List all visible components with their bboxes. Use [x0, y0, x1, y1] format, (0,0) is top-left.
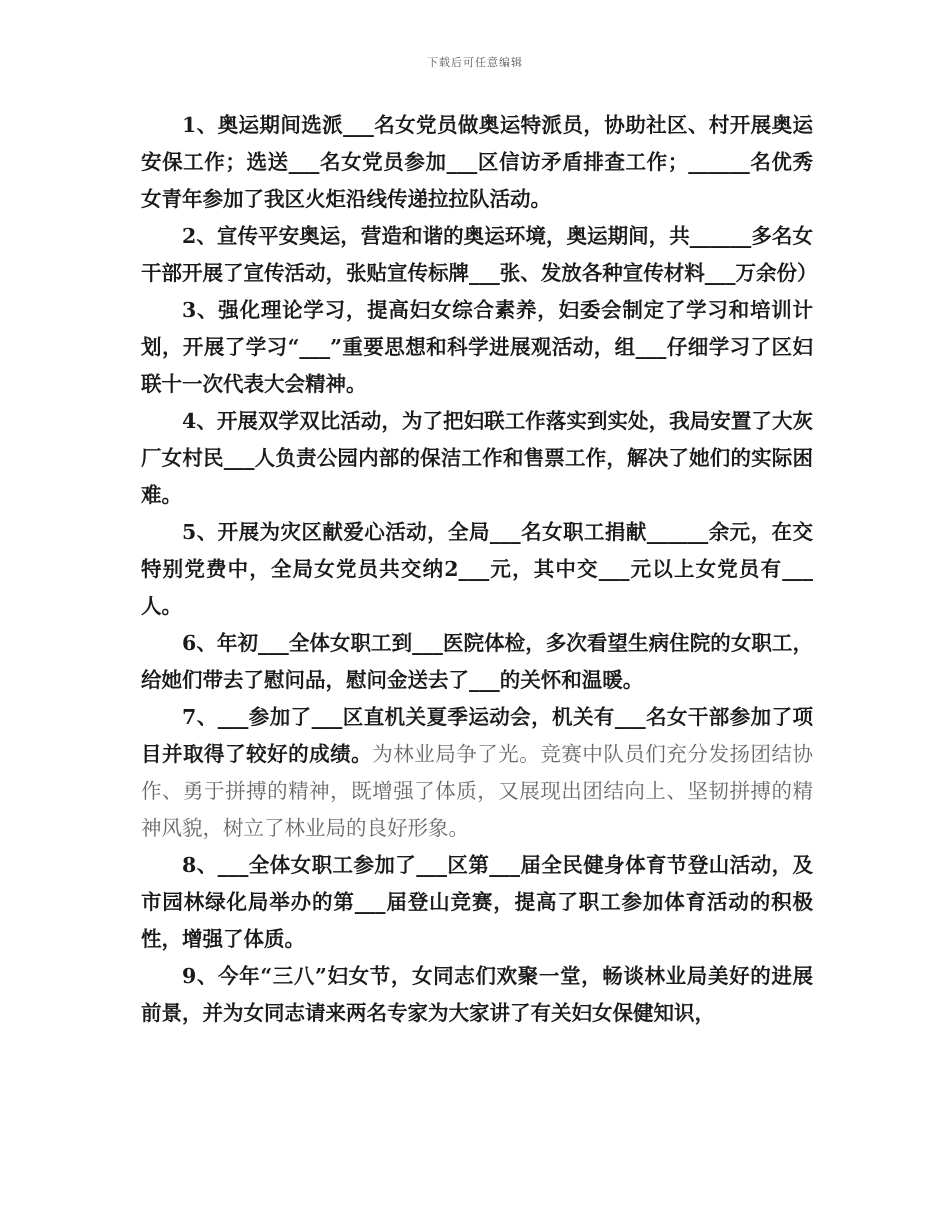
paragraph-7-main: 7、___参加了___区直机关夏季运动会，机关有___名女干部参加了项目并取得了较好的成绩。 — [141, 705, 813, 766]
paragraph-5: 5、开展为灾区献爱心活动，全局___名女职工捐献______余元，在交特别党费中，全局女党员共交纳2___元，其中交___元以上女党员有___人。 — [141, 520, 813, 618]
paragraph-3: 3、强化理论学习，提高妇女综合素养，妇委会制定了学习和培训计划，开展了学习“___”重要思想和科学进展观活动，组___仔细学习了区妇联十一次代表大会精神。 — [141, 298, 813, 396]
page-header-note: 下载后可任意编辑 — [427, 56, 523, 69]
paragraph-7 — [141, 699, 813, 847]
paragraph-4: 4、开展双学双比活动，为了把妇联工作落实到实处，我局安置了大灰厂女村民___人负责公园内部的保洁工作和售票工作，解决了她们的实际困难。 — [141, 409, 813, 507]
document-body — [141, 107, 818, 1032]
paragraph-6: 6、年初___全体女职工到___医院体检，多次看望生病住院的女职工，给她们带去了慰问品，慰问金送去了___的关怀和温暖。 — [141, 631, 813, 692]
paragraph-2: 2、宣传平安奥运，营造和谐的奥运环境，奥运期间，共______多名女干部开展了宣传活动，张贴宣传标牌___张、发放各种宣传材料___万余份） — [141, 224, 818, 285]
paragraph-1: 1、奥运期间选派___名女党员做奥运特派员，协助社区、村开展奥运安保工作；选送___名女党员参加___区信访矛盾排查工作；______名优秀女青年参加了我区火炬沿线传递拉拉队活动。 — [141, 113, 813, 211]
paragraph-9: 9、今年“三八”妇女节，女同志们欢聚一堂，畅谈林业局美好的进展前景，并为女同志请来两名专家为大家讲了有关妇女保健知识， — [141, 964, 813, 1025]
paragraph-8: 8、___全体女职工参加了___区第___届全民健身体育节登山活动，及市园林绿化局举办的第___届登山竞赛，提高了职工参加体育活动的积极性，增强了体质。 — [141, 853, 813, 951]
paragraph-7-continuation: 为林业局争了光。竞赛中队员们充分发扬团结协作、勇于拼搏的精神，既增强了体质，又展现出团结向上、坚韧拼搏的精神风貌，树立了林业局的良好形象。 — [141, 742, 814, 840]
